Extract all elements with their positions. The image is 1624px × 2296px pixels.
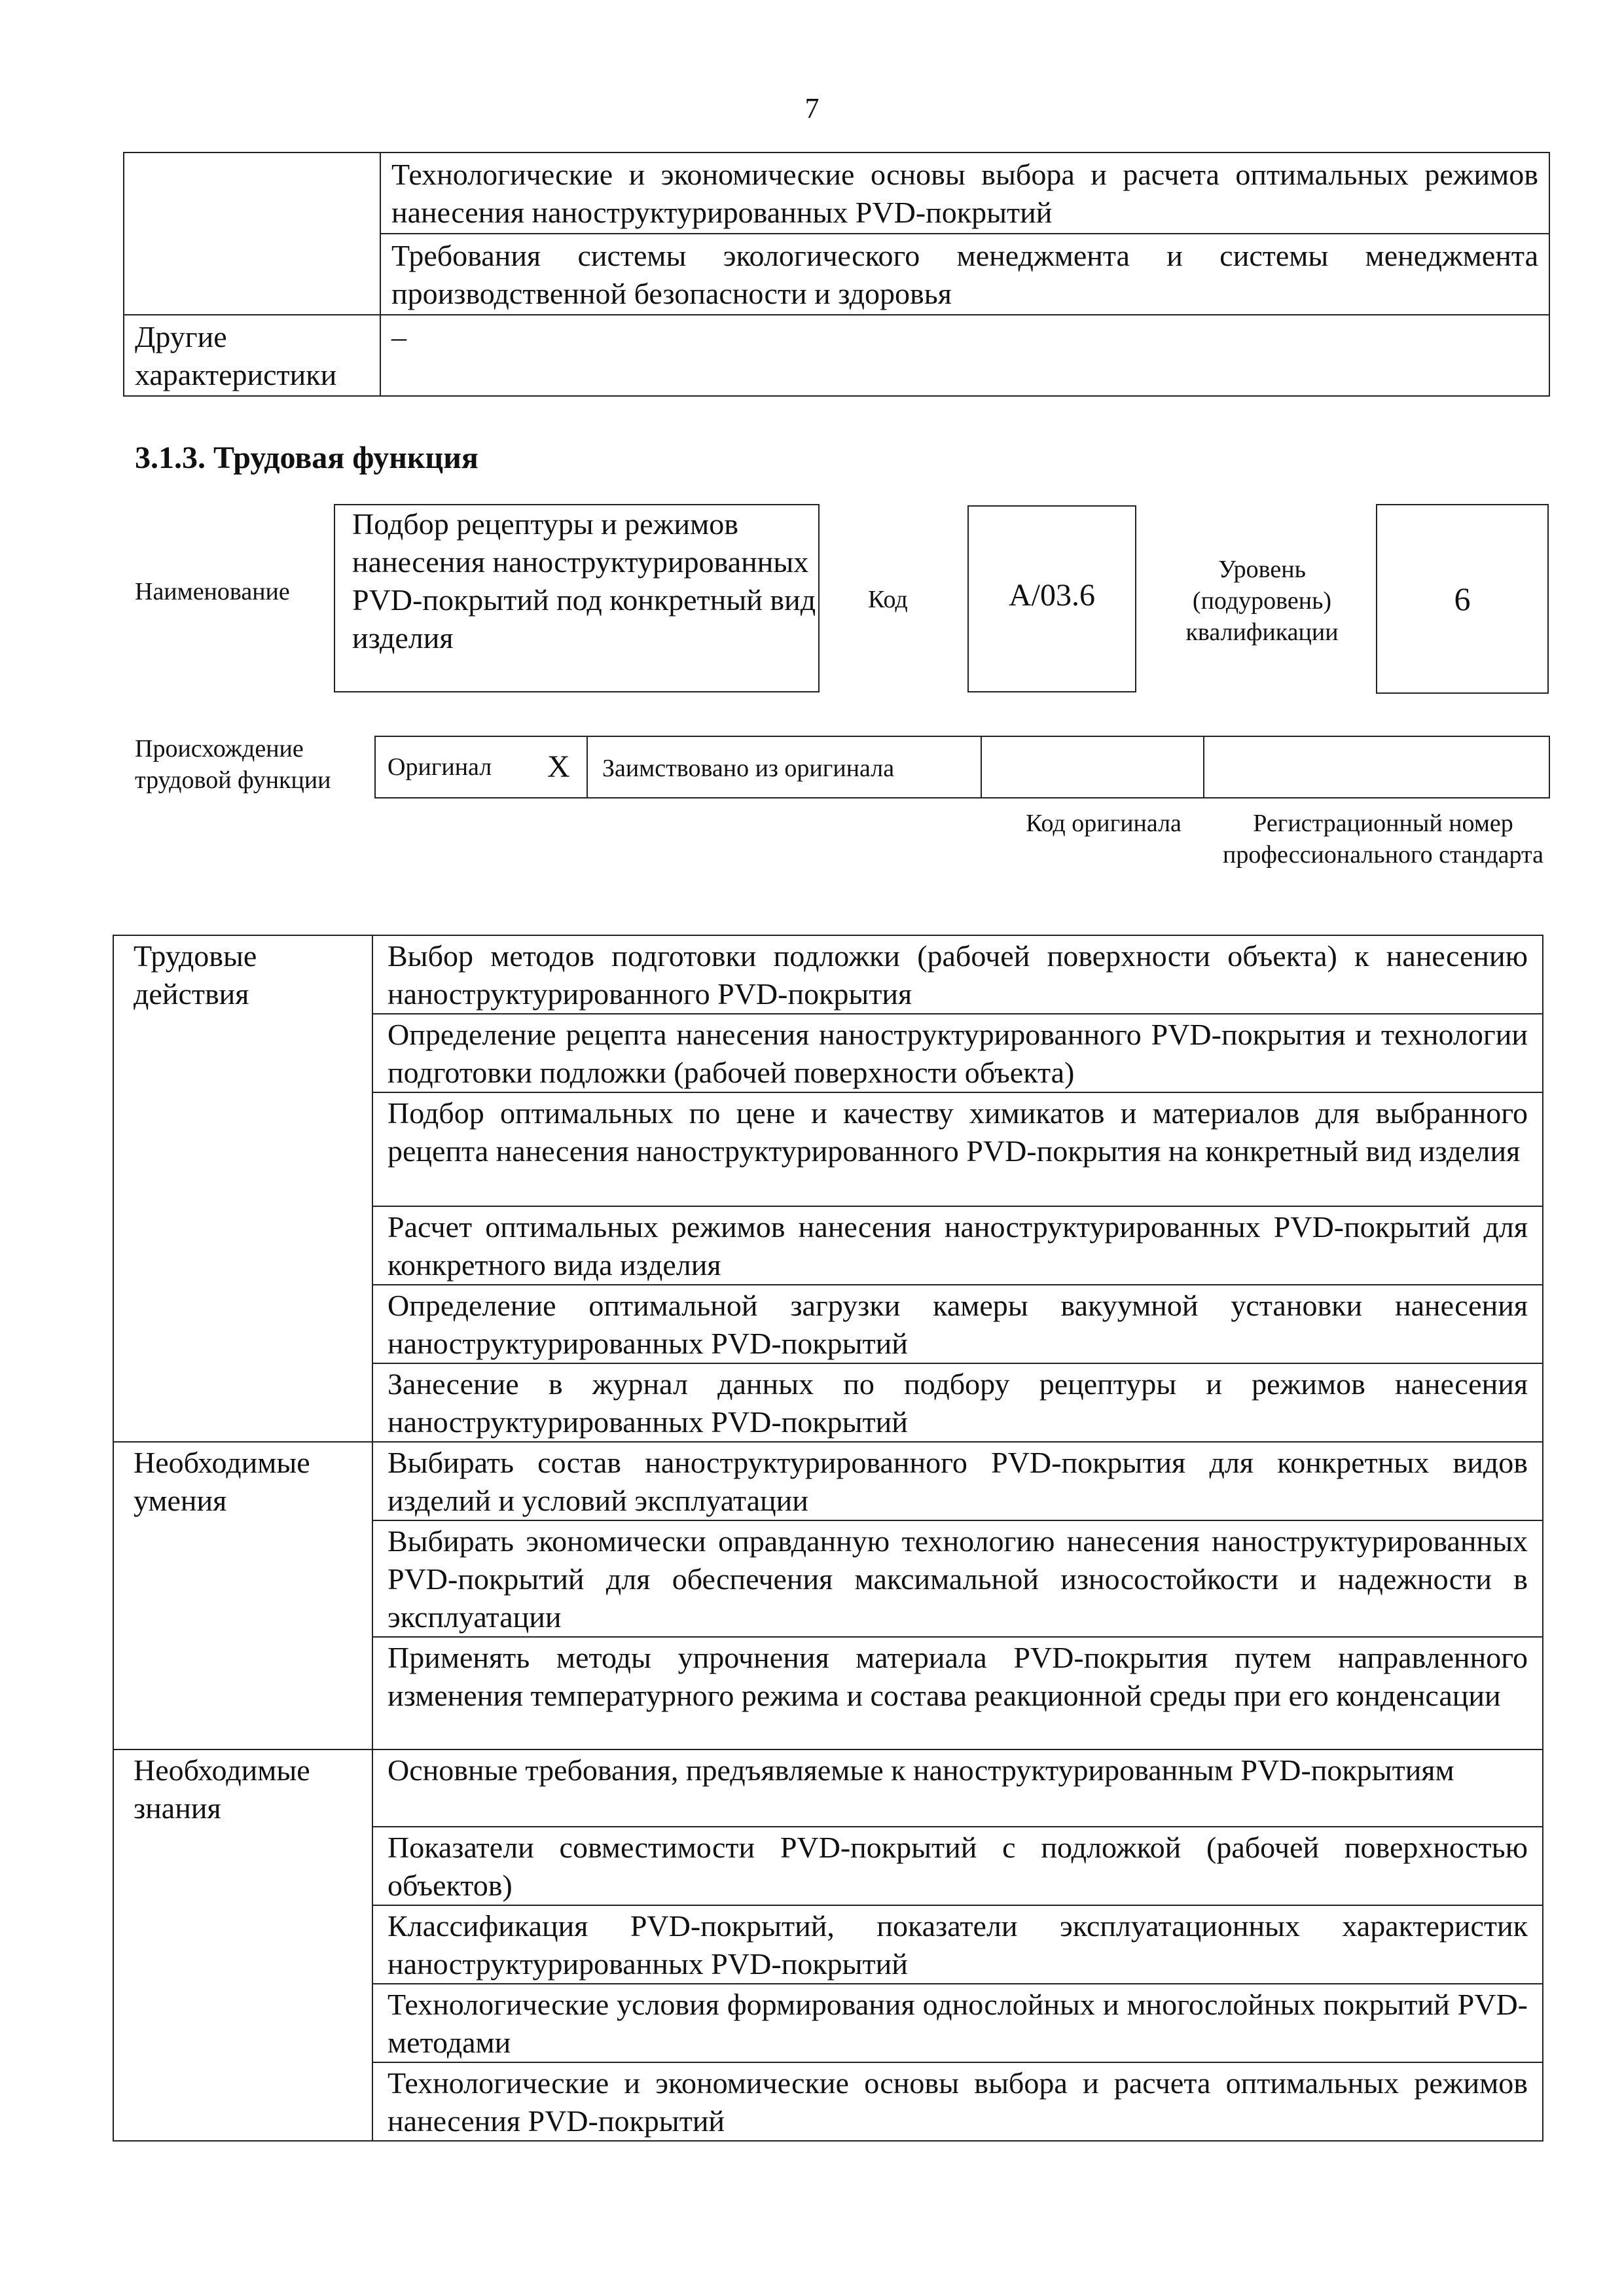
level-label: Уровень (подуровень) квалификации [1185, 556, 1339, 646]
main-table [113, 935, 1543, 2142]
origin-label: Происхождение трудовой функции [135, 735, 331, 794]
borrowed-label: Заимствовано из оригинала [587, 736, 981, 798]
skill-item: Выбирать состав наноструктурированного PVD-покрытия для конкретных видов изделий и условий эксплуатации [372, 1442, 1543, 1520]
labor-action-item: Выбор методов подготовки подложки (рабочей поверхности объекта) к нанесению наноструктурированного PVD-покрытия [372, 935, 1543, 1014]
labor-actions-label: Трудовые действия [113, 935, 372, 1442]
reg-number-caption: Регистрационный номер профессионального стандарта [1223, 810, 1543, 869]
other-characteristics-label: Другие характеристики [124, 315, 380, 396]
knowledge-item: Классификация PVD-покрытий, показатели эксплуатационных характеристик наноструктурированных PVD-покрытий [372, 1905, 1543, 1984]
origin-table [374, 736, 1550, 798]
top-table-item: Требования системы экологического менеджмента и системы менеджмента производственной безопасности и здоровья [380, 234, 1549, 315]
reg-number-cell [1204, 736, 1549, 798]
original-label: Оригинал [375, 736, 547, 798]
code-label: Код [868, 586, 908, 613]
level-value: 6 [1376, 504, 1549, 694]
labor-action-item: Занесение в журнал данных по подбору рецептуры и режимов нанесения наноструктурированных PVD-покрытий [372, 1363, 1543, 1442]
name-value: Подбор рецептуры и режимов нанесения наноструктурированных PVD-покрытий под конкретный вид изделия [334, 504, 820, 692]
knowledge-item: Показатели совместимости PVD-покрытий с подложкой (рабочей поверхностью объектов) [372, 1827, 1543, 1905]
original-mark: X [547, 736, 587, 798]
required-knowledge-label: Необходимые знания [113, 1749, 372, 2141]
labor-action-item: Определение рецепта нанесения наноструктурированного PVD-покрытия и технологии подготовки подложки (рабочей поверхности объекта) [372, 1014, 1543, 1092]
labor-action-item: Расчет оптимальных режимов нанесения наноструктурированных PVD-покрытий для конкретного вида изделия [372, 1206, 1543, 1285]
knowledge-item: Технологические условия формирования однослойных и многослойных покрытий PVD-методами [372, 1984, 1543, 2062]
section-heading: 3.1.3. Трудовая функция [135, 440, 478, 475]
page-number: 7 [804, 92, 820, 124]
code-value: А/03.6 [967, 505, 1136, 692]
skill-item: Выбирать экономически оправданную технологию нанесения наноструктурированных PVD-покрытий для обеспечения максимальной износостойкости и надежности в эксплуатации [372, 1520, 1543, 1637]
required-skills-label: Необходимые умения [113, 1442, 372, 1749]
labor-action-item: Подбор оптимальных по цене и качеству химикатов и материалов для выбранного рецепта нанесения наноструктурированного PVD-покрытия на конкретный вид изделия [372, 1092, 1543, 1206]
top-table-item: Технологические и экономические основы выбора и расчета оптимальных режимов нанесения наноструктурированных PVD-покрытий [380, 152, 1549, 234]
code-original-caption: Код оригинала [1026, 810, 1182, 837]
top-table-empty-label [124, 152, 380, 315]
name-label: Наименование [135, 578, 290, 605]
top-table [123, 152, 1550, 397]
other-characteristics-value: – [380, 315, 1549, 396]
knowledge-item: Основные требования, предъявляемые к наноструктурированным PVD-покрытиям [372, 1749, 1543, 1827]
code-original-cell [981, 736, 1204, 798]
knowledge-item: Технологические и экономические основы выбора и расчета оптимальных режимов нанесения PVD-покрытий [372, 2062, 1543, 2141]
labor-action-item: Определение оптимальной загрузки камеры вакуумной установки нанесения наноструктурированных PVD-покрытий [372, 1285, 1543, 1363]
skill-item: Применять методы упрочнения материала PVD-покрытия путем направленного изменения температурного режима и состава реакционной среды при его конденсации [372, 1637, 1543, 1749]
